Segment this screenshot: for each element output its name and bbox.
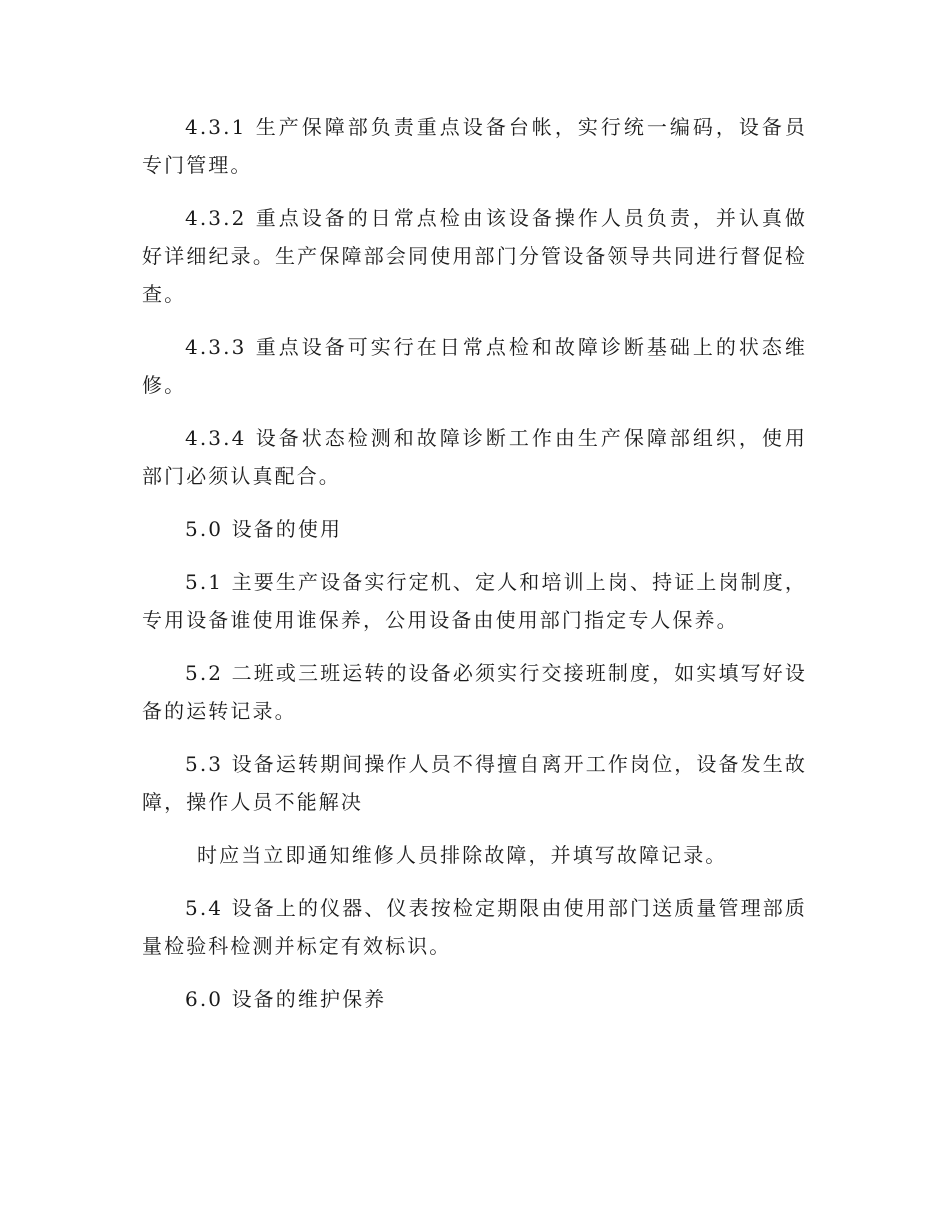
paragraph-5-3: 5.3 设备运转期间操作人员不得擅自离开工作岗位，设备发生故障，操作人员不能解决 (142, 752, 807, 814)
paragraph-5-4: 5.4 设备上的仪器、仪表按检定期限由使用部门送质量管理部质量检验科检测并标定有效标识。 (142, 896, 807, 958)
section-heading-6-0: 6.0 设备的维护保养 (185, 987, 387, 1011)
paragraph-5-2: 5.2 二班或三班运转的设备必须实行交接班制度，如实填写好设备的运转记录。 (142, 661, 807, 723)
paragraph-4-3-4: 4.3.4 设备状态检测和故障诊断工作由生产保障部组织，使用部门必须认真配合。 (142, 426, 807, 488)
paragraph-5-1: 5.1 主要生产设备实行定机、定人和培训上岗、持证上岗制度，专用设备谁使用谁保养，公用设备由使用部门指定专人保养。 (142, 570, 807, 632)
document-body (142, 108, 807, 1033)
section-heading-5-0: 5.0 设备的使用 (185, 517, 343, 541)
paragraph-4-3-3: 4.3.3 重点设备可实行在日常点检和故障诊断基础上的状态维修。 (142, 335, 807, 397)
paragraph-5-3-continued: 时应当立即通知维修人员排除故障，并填写故障记录。 (197, 843, 728, 867)
paragraph-4-3-1: 4.3.1 生产保障部负责重点设备台帐，实行统一编码，设备员专门管理。 (142, 115, 807, 177)
paragraph-4-3-2: 4.3.2 重点设备的日常点检由该设备操作人员负责，并认真做好详细纪录。生产保障部会同使用部门分管设备领导共同进行督促检查。 (142, 206, 807, 306)
